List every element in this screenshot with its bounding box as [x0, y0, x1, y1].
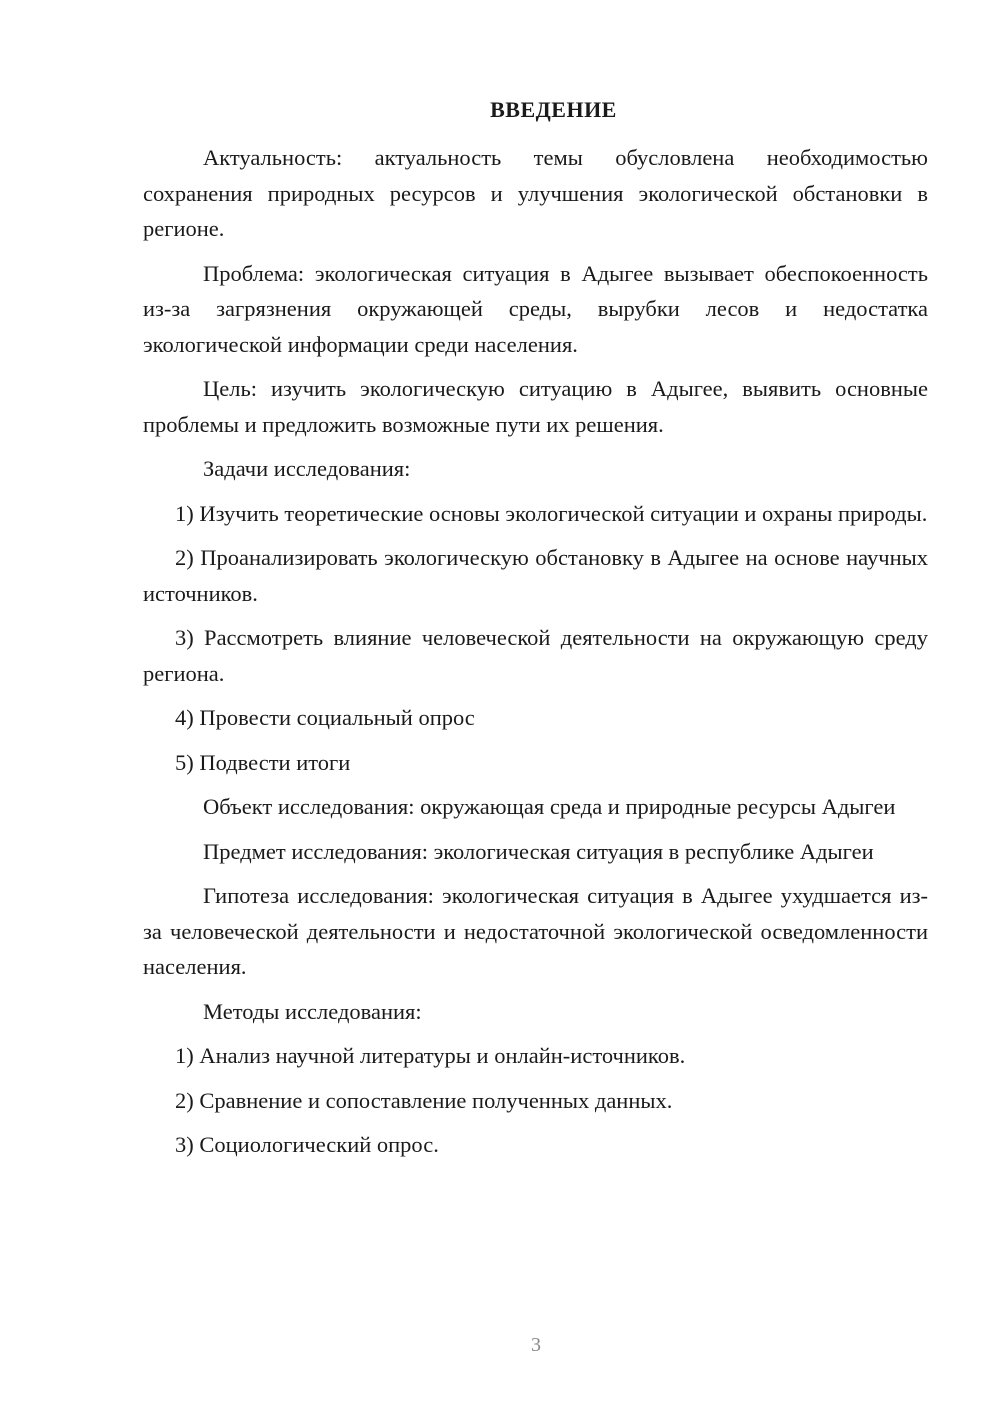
task-item-3: 3) Рассмотреть влияние человеческой деятельности на окружающую среду региона.: [143, 625, 928, 686]
method-item-2: 2) Сравнение и сопоставление полученных данных.: [175, 1087, 673, 1113]
method-item-1: 1) Анализ научной литературы и онлайн-источников.: [175, 1043, 686, 1068]
task-item-2: 2) Проанализировать экологическую обстановку в Адыгее на основе научных источников.: [143, 545, 928, 606]
object-paragraph: Объект исследования: окружающая среда и природные ресурсы Адыгеи: [203, 794, 896, 819]
problem-paragraph: Проблема: экологическая ситуация в Адыгее вызывает обеспокоенность из-за загрязнения окружающей среды, вырубки лесов и недостатка экологической информации среди населения.: [143, 260, 928, 357]
task-item-5: 5) Подвести итоги: [175, 749, 351, 775]
tasks-heading: Задачи исследования:: [203, 456, 411, 481]
document-page: [143, 92, 928, 1172]
method-item-3: 3) Социологический опрос.: [175, 1132, 439, 1157]
task-item-4: 4) Провести социальный опрос: [175, 705, 475, 730]
goal-paragraph: Цель: изучить экологическую ситуацию в Адыгее, выявить основные проблемы и предложить возможные пути их решения.: [143, 376, 928, 437]
methods-heading: Методы исследования:: [203, 998, 422, 1024]
subject-paragraph: Предмет исследования: экологическая ситуация в республике Адыгеи: [203, 838, 874, 864]
task-item-1: 1) Изучить теоретические основы экологической ситуации и охраны природы.: [175, 500, 928, 526]
document-title: ВВЕДЕНИЕ: [490, 97, 617, 122]
hypothesis-paragraph: Гипотеза исследования: экологическая ситуация в Адыгее ухудшается из-за человеческой деятельности и недостаточной экологической осведомленности населения.: [143, 883, 928, 979]
relevance-paragraph: Актуальность: актуальность темы обусловлена необходимостью сохранения природных ресурсов и улучшения экологической обстановки в регионе.: [143, 145, 928, 241]
page-number: 3: [531, 1334, 541, 1356]
